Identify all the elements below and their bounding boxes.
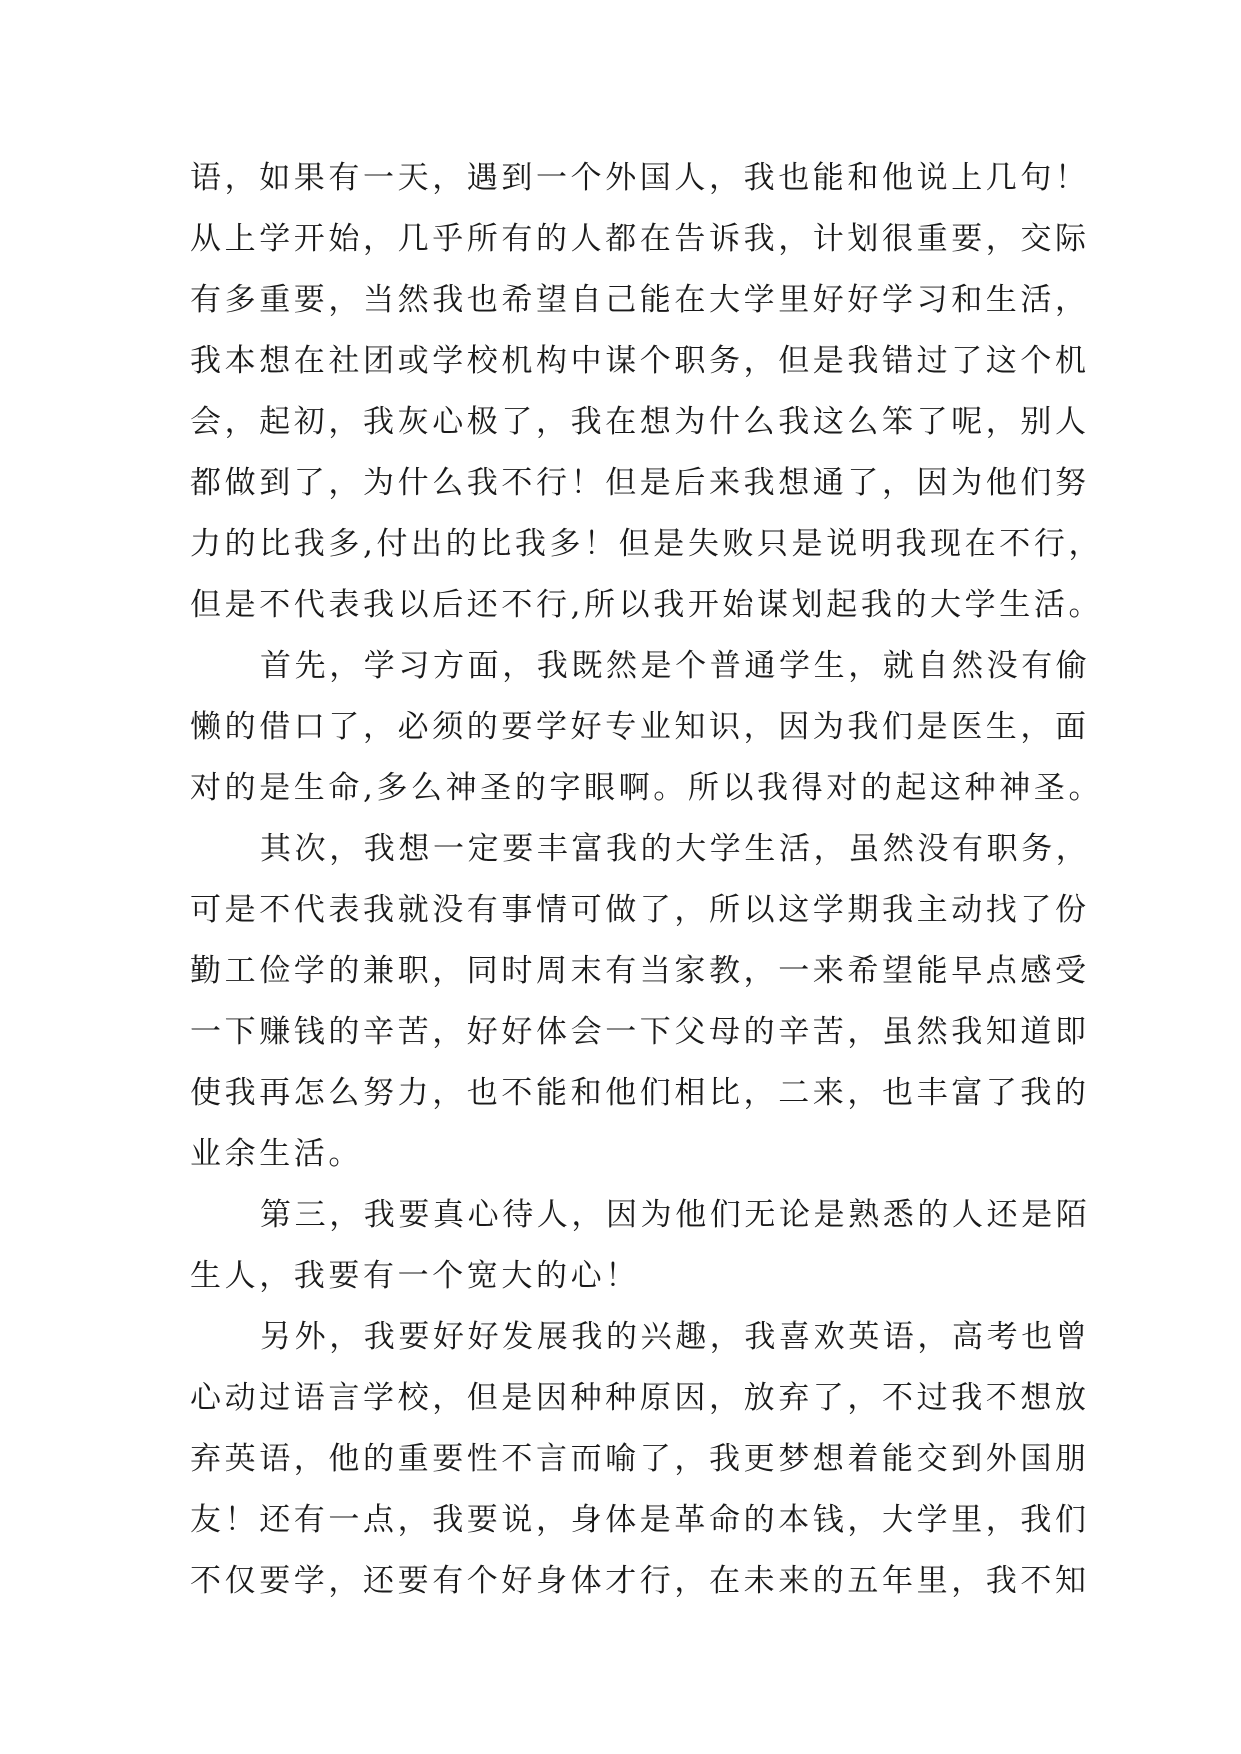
text-line: 语，如果有一天，遇到一个外国人，我也能和他说上几句！ [190, 160, 1090, 196]
text-line: 心动过语言学校，但是因种种原因，放弃了，不过我不想放 [190, 1380, 1090, 1416]
paragraph-first-line: 另外，我要好好发展我的兴趣，我喜欢英语，高考也曾 [260, 1319, 1091, 1355]
text-line: 业余生活。 [190, 1136, 363, 1172]
text-line: 懒的借口了，必须的要学好专业知识，因为我们是医生，面 [190, 709, 1090, 745]
text-line: 我本想在社团或学校机构中谋个职务，但是我错过了这个机 [190, 343, 1090, 379]
text-line: 一下赚钱的辛苦，好好体会一下父母的辛苦，虽然我知道即 [190, 1014, 1090, 1050]
text-line: 对的是生命,多么神圣的字眼啊。所以我得对的起这种神圣。 [190, 770, 1104, 806]
text-line: 不仅要学，还要有个好身体才行，在未来的五年里，我不知 [190, 1563, 1090, 1599]
text-line: 会，起初，我灰心极了，我在想为什么我这么笨了呢，别人 [190, 404, 1090, 440]
paragraph-first-line: 首先，学习方面，我既然是个普通学生，就自然没有偷 [260, 648, 1091, 684]
text-line: 弃英语，他的重要性不言而喻了，我更梦想着能交到外国朋 [190, 1441, 1090, 1477]
text-line: 勤工俭学的兼职，同时周末有当家教，一来希望能早点感受 [190, 953, 1090, 989]
paragraph-first-line: 其次，我想一定要丰富我的大学生活，虽然没有职务， [260, 831, 1091, 867]
text-line: 从上学开始，几乎所有的人都在告诉我，计划很重要，交际 [190, 221, 1090, 257]
text-line: 都做到了，为什么我不行！但是后来我想通了，因为他们努 [190, 465, 1090, 501]
body-text [190, 148, 1104, 1612]
text-line: 生人，我要有一个宽大的心！ [190, 1258, 640, 1294]
text-line: 友！还有一点，我要说，身体是革命的本钱，大学里，我们 [190, 1502, 1090, 1538]
text-line: 有多重要，当然我也希望自己能在大学里好好学习和生活， [190, 282, 1090, 318]
text-line: 使我再怎么努力，也不能和他们相比，二来，也丰富了我的 [190, 1075, 1090, 1111]
paragraph-first-line: 第三，我要真心待人，因为他们无论是熟悉的人还是陌 [260, 1197, 1091, 1233]
text-line: 力的比我多,付出的比我多！但是失败只是说明我现在不行， [190, 526, 1104, 562]
text-line: 可是不代表我就没有事情可做了，所以这学期我主动找了份 [190, 892, 1090, 928]
text-line: 但是不代表我以后还不行,所以我开始谋划起我的大学生活。 [190, 587, 1104, 623]
